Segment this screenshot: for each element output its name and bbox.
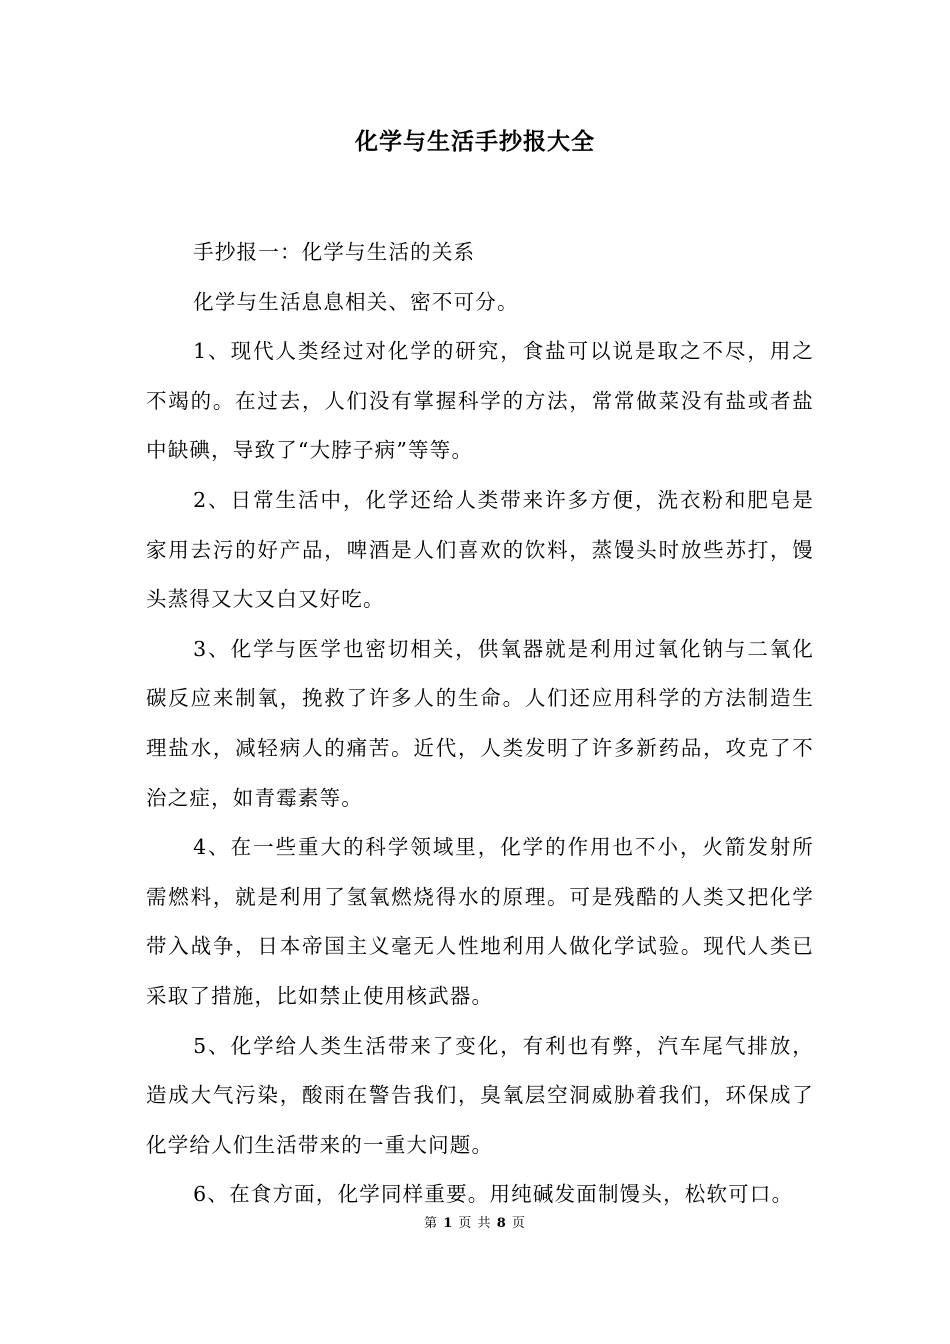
- page-footer: [0, 1214, 950, 1234]
- footer-middle: 页 共: [458, 1216, 492, 1231]
- document-title: 化学与生活手抄报大全: [355, 128, 595, 155]
- total-page-count: 8: [496, 1216, 507, 1231]
- footer-suffix: 页: [511, 1216, 526, 1231]
- paragraph-6: 6、在食方面，化学同样重要。用纯碱发面制馒头，松软可口。: [193, 1182, 794, 1207]
- section-heading: 手抄报一：化学与生活的关系: [193, 240, 476, 264]
- paragraph-2: 2、日常生活中，化学还给人类带来许多方便，洗衣粉和肥皂是家用去污的好产品，啤酒是人们喜欢的饮料，蒸馒头时放些苏打，馒头蒸得又大又白又好吃。: [146, 487, 814, 612]
- intro-paragraph: 化学与生活息息相关、密不可分。: [193, 289, 519, 314]
- paragraph-4: 4、在一些重大的科学领域里，化学的作用也不小，火箭发射所需燃料，就是利用了氢氧燃烧得水的原理。可是残酷的人类又把化学带入战争，日本帝国主义毫无人性地利用人做化学试验。现代人类已采取了措施，比如禁止使用核武器。: [146, 835, 814, 1008]
- paragraph-5: 5、化学给人类生活带来了变化，有利也有弊，汽车尾气排放，造成大气污染，酸雨在警告我们，臭氧层空洞威胁着我们，环保成了化学给人们生活带来的一重大问题。: [146, 1033, 814, 1157]
- current-page-number: 1: [443, 1216, 454, 1231]
- footer-prefix: 第: [424, 1216, 439, 1231]
- paragraph-3: 3、化学与医学也密切相关，供氧器就是利用过氧化钠与二氧化碳反应来制氧，挽救了许多人的生命。人们还应用科学的方法制造生理盐水，减轻病人的痛苦。近代，人类发明了许多新药品，攻克了不治之症，如青霉素等。: [146, 636, 814, 810]
- paragraph-1: 1、现代人类经过对化学的研究，食盐可以说是取之不尽，用之不竭的。在过去，人们没有掌握科学的方法，常常做菜没有盐或者盐中缺碘，导致了“大脖子病”等等。: [146, 339, 814, 463]
- document-body: [146, 228, 814, 1220]
